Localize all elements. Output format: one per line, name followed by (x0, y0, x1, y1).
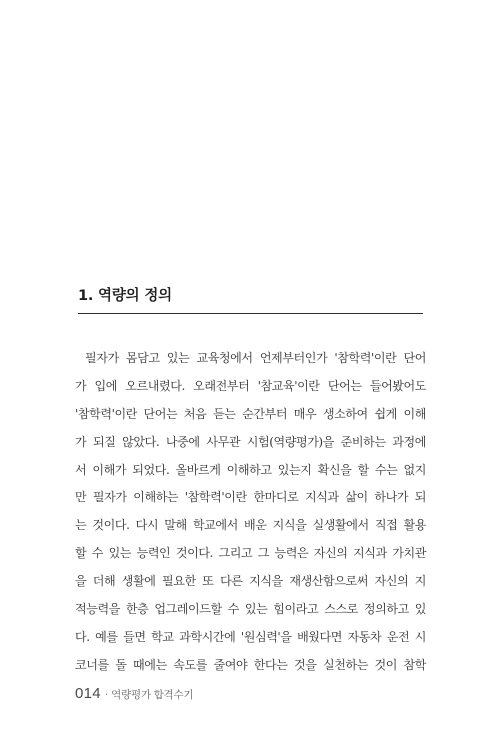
text-line: 코너를 돌 때에는 속도를 줄여야 한다는 것을 실천하는 것이 참학 (75, 657, 426, 672)
running-title: 역량평가 합격수기 (111, 689, 194, 701)
text-line: 을 더해 생활에 필요한 또 다른 지식을 재생산함으로써 자신의 지 (75, 574, 426, 589)
text-line: 만 필자가 이해하는 '참학력'이란 한마디로 지식과 삶이 하나가 되 (75, 490, 426, 505)
text-line: 는 것이다. 다시 말해 학교에서 배운 지식을 실생활에서 직접 활용 (75, 518, 426, 533)
section-divider (78, 313, 423, 314)
page-footer (75, 685, 193, 702)
text-line: 적능력을 한층 업그레이드할 수 있는 힘이라고 스스로 정의하고 있 (75, 602, 426, 617)
text-line: 서 이해가 되었다. 올바르게 이해하고 있는지 확신을 할 수는 없지 (75, 462, 426, 477)
text-line: '참학력'이란 단어는 처음 듣는 순간부터 매우 생소하여 쉽게 이해 (75, 406, 426, 421)
text-line: 할 수 있는 능력인 것이다. 그리고 그 능력은 자신의 지식과 가치관 (75, 546, 426, 561)
footer-separator: · (104, 690, 109, 701)
text-line: 가 입에 오르내렸다. 오래전부터 '참교육'이란 단어는 들어봤어도 (75, 378, 426, 393)
body-text (75, 345, 426, 680)
page-number: 014 (75, 685, 101, 702)
text-line: 필자가 몸담고 있는 교육청에서 언제부터인가 '참학력'이란 단어 (85, 351, 426, 365)
text-line: 다. 예를 들면 학교 과학시간에 '원심력'을 배웠다면 자동차 운전 시 (75, 629, 426, 644)
text-line: 가 되질 않았다. 나중에 사무관 시험(역량평가)을 준비하는 과정에 (75, 434, 426, 449)
section-title: 1. 역량의 정의 (78, 288, 172, 304)
